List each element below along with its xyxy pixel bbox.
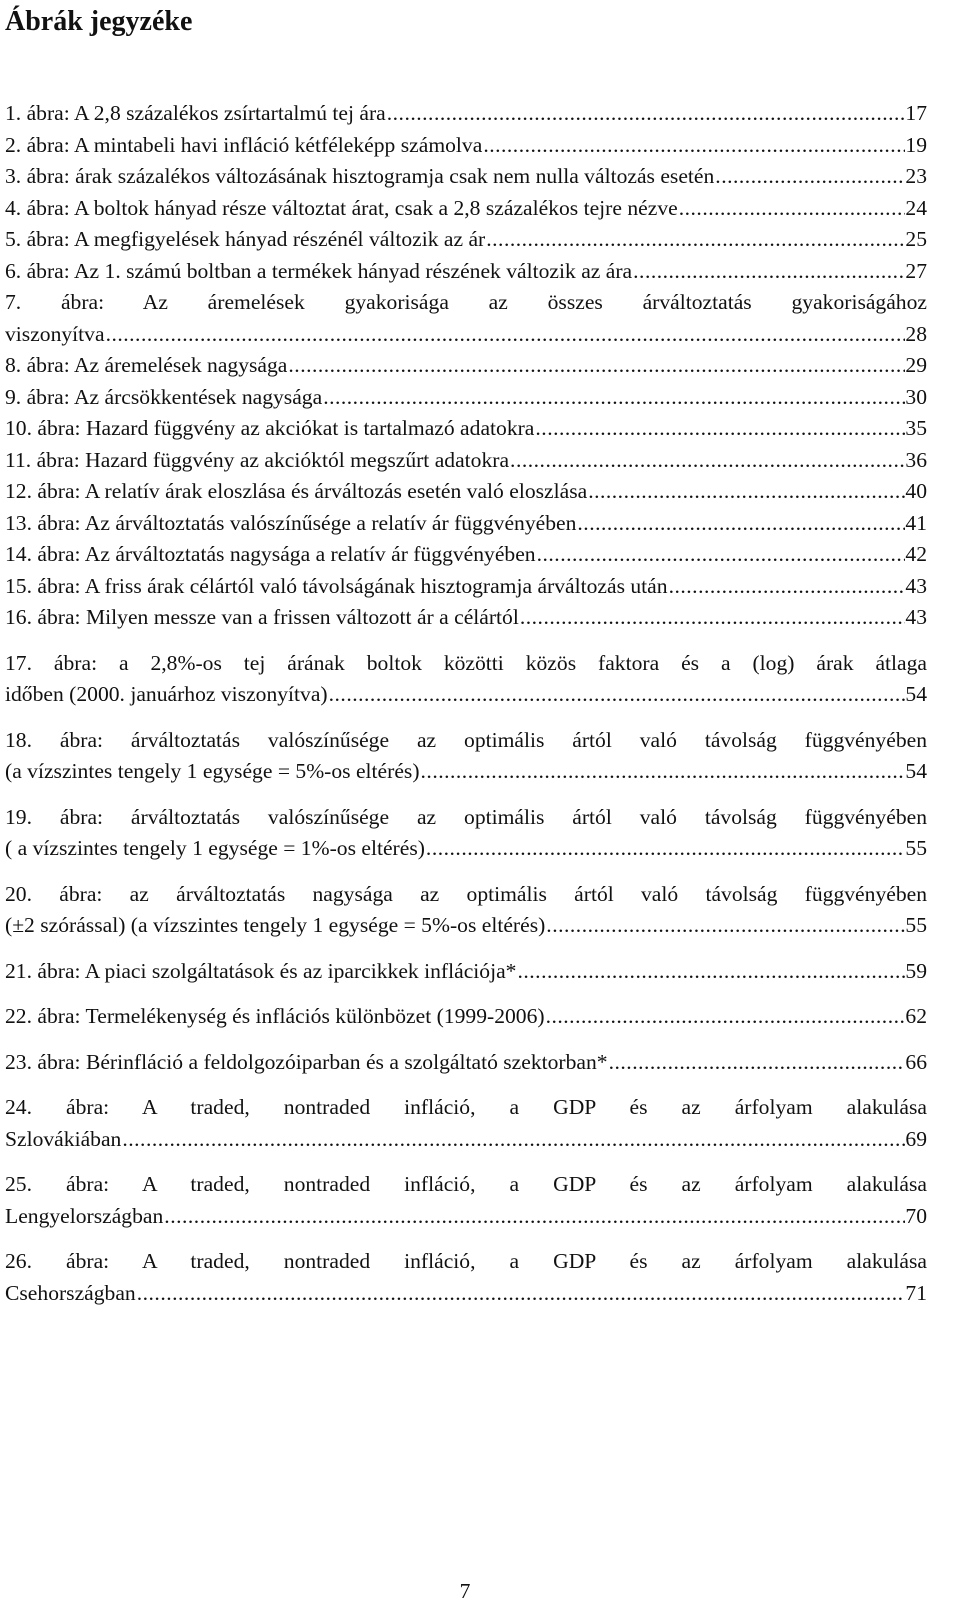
- toc-entry[interactable]: [5, 98, 927, 130]
- toc-entry-first-line: 18. ábra: árváltoztatás valószínűsége az optimális ártól való távolság függvényében: [5, 727, 927, 752]
- toc-entry-row: [5, 679, 927, 711]
- toc-entry-title: Lengyelországban: [5, 1203, 164, 1228]
- toc-entry-row: [5, 193, 927, 225]
- toc-entry-page: 69: [905, 1126, 927, 1151]
- toc-entry-title: viszonyítva: [5, 321, 105, 346]
- toc-entry-row: [5, 445, 927, 477]
- toc-entry[interactable]: [5, 725, 927, 788]
- page-number: 7: [459, 1579, 471, 1603]
- dot-leader: [329, 679, 906, 711]
- toc-entry-page: 36: [905, 447, 927, 472]
- toc-entry-row: [5, 1201, 927, 1233]
- toc-entry[interactable]: [5, 508, 927, 540]
- toc-entry[interactable]: [5, 1092, 927, 1155]
- toc-entry-title: időben (2000. januárhoz viszonyítva): [5, 682, 328, 706]
- toc-entry-page: 43: [905, 573, 927, 598]
- toc-entry-page: 62: [905, 1004, 927, 1028]
- toc-entry-row: [5, 382, 927, 414]
- toc-entry[interactable]: [5, 193, 927, 225]
- toc-entry-page: 59: [905, 958, 927, 983]
- toc-entry-page: 17: [905, 101, 927, 125]
- toc-entry-page: 35: [905, 416, 927, 440]
- toc-entry[interactable]: [5, 648, 927, 711]
- toc-entry-row: [5, 256, 927, 288]
- toc-entry-row: [5, 476, 927, 508]
- toc-entry[interactable]: [5, 413, 927, 445]
- toc-entry-row: [5, 224, 927, 256]
- toc-entry-page: 55: [905, 836, 927, 860]
- dot-leader: [669, 571, 906, 603]
- toc-entry[interactable]: [5, 1047, 927, 1079]
- toc-entry-title: 15. ábra: A friss árak célártól való távolságának hisztogramja árváltozás után: [5, 573, 668, 598]
- toc-entry-row: [5, 508, 927, 540]
- dot-leader: [715, 161, 905, 193]
- dot-leader: [510, 445, 905, 477]
- toc-entry-title: 16. ábra: Milyen messze van a frissen változott ár a célártól: [5, 605, 519, 629]
- toc-entry[interactable]: [5, 956, 927, 988]
- toc-entry-page: 66: [905, 1049, 927, 1074]
- toc-entry-page: 28: [905, 321, 927, 346]
- toc-entry[interactable]: [5, 1246, 927, 1309]
- toc-entry-title: (±2 szórással) (a vízszintes tengely 1 egysége = 5%-os eltérés): [5, 913, 546, 937]
- toc-entry[interactable]: [5, 802, 927, 865]
- toc-entry[interactable]: [5, 224, 927, 256]
- dot-leader: [517, 956, 905, 988]
- list-of-figures: [5, 98, 927, 1309]
- toc-entry-row: [5, 413, 927, 445]
- toc-entry-row: [5, 539, 927, 571]
- toc-entry-title: 5. ábra: A megfigyelések hányad részénél változik az ár: [5, 227, 486, 251]
- toc-entry-page: 29: [905, 353, 927, 377]
- toc-entry-first-line: 24. ábra: A traded, nontraded infláció, a GDP és az árfolyam alakulása: [5, 1095, 927, 1119]
- toc-entry-title: 13. ábra: Az árváltoztatás valószínűsége a relatív ár függvényében: [5, 510, 577, 535]
- dot-leader: [106, 319, 906, 351]
- dot-leader: [546, 910, 905, 942]
- toc-entry[interactable]: [5, 445, 927, 477]
- toc-entry[interactable]: [5, 1169, 927, 1232]
- toc-entry-page: 27: [905, 258, 927, 283]
- toc-entry-title: ( a vízszintes tengely 1 egysége = 1%-os eltérés): [5, 836, 425, 860]
- toc-entry-title: 6. ábra: Az 1. számú boltban a termékek hányad részének változik az ára: [5, 258, 633, 283]
- toc-entry-row: [5, 1001, 927, 1033]
- toc-entry-title: 21. ábra: A piaci szolgáltatások és az iparcikkek inflációja*: [5, 958, 517, 983]
- dot-leader: [609, 1047, 906, 1079]
- toc-entry-title: 4. ábra: A boltok hányad része változtat árat, csak a 2,8 százalékos tejre nézve: [5, 195, 678, 220]
- toc-entry-title: (a vízszintes tengely 1 egysége = 5%-os eltérés): [5, 759, 420, 783]
- toc-entry-title: 1. ábra: A 2,8 százalékos zsírtartalmú tej ára: [5, 101, 386, 125]
- toc-entry-row: [5, 1124, 927, 1156]
- dot-leader: [137, 1278, 906, 1310]
- toc-entry-page: 41: [905, 510, 927, 535]
- toc-entry-page: 40: [905, 479, 927, 503]
- dot-leader: [164, 1201, 905, 1233]
- toc-entry-page: 71: [905, 1280, 927, 1305]
- toc-entry-title: 2. ábra: A mintabeli havi infláció kétféleképp számolva: [5, 132, 483, 157]
- toc-entry-title: 10. ábra: Hazard függvény az akciókat is tartalmazó adatokra: [5, 416, 535, 440]
- dot-leader: [288, 350, 905, 382]
- toc-entry-first-line: 26. ábra: A traded, nontraded infláció, a GDP és az árfolyam alakulása: [5, 1249, 927, 1273]
- dot-leader: [486, 224, 905, 256]
- toc-entry[interactable]: [5, 571, 927, 603]
- toc-entry-row: [5, 1047, 927, 1079]
- toc-entry-title: 11. ábra: Hazard függvény az akcióktól megszűrt adatokra: [5, 447, 510, 472]
- toc-entry-row: [5, 571, 927, 603]
- toc-entry-row: [5, 319, 927, 351]
- toc-entry-title: 12. ábra: A relatív árak eloszlása és árváltozás esetén való eloszlása: [5, 479, 588, 503]
- toc-entry-page: 54: [905, 759, 927, 783]
- dot-leader: [483, 130, 905, 162]
- toc-entry-title: 8. ábra: Az áremelések nagysága: [5, 353, 288, 377]
- toc-entry-row: [5, 602, 927, 634]
- toc-entry-title: Szlovákiában: [5, 1126, 122, 1151]
- toc-entry-page: 23: [905, 164, 927, 188]
- toc-entry[interactable]: [5, 1001, 927, 1033]
- toc-entry-row: [5, 910, 927, 942]
- toc-entry[interactable]: [5, 382, 927, 414]
- toc-entry[interactable]: [5, 350, 927, 382]
- toc-entry-row: [5, 98, 927, 130]
- toc-entry-page: 25: [905, 227, 927, 251]
- page-title: Ábrák jegyzéke: [5, 6, 193, 37]
- toc-entry-row: [5, 130, 927, 162]
- toc-entry-row: [5, 161, 927, 193]
- toc-entry-first-line: 17. ábra: a 2,8%-os tej árának boltok közötti közös faktora és a (log) árak átlaga: [5, 650, 927, 675]
- toc-entry-first-line: 7. ábra: Az áremelések gyakorisága az összes árváltoztatás gyakoriságához: [5, 290, 927, 314]
- toc-entry[interactable]: [5, 476, 927, 508]
- toc-entry-title: 14. ábra: Az árváltoztatás nagysága a relatív ár függvényében: [5, 542, 536, 566]
- toc-entry-row: [5, 956, 927, 988]
- toc-entry-first-line: 19. ábra: árváltoztatás valószínűsége az optimális ártól való távolság függvényében: [5, 804, 927, 829]
- dot-leader: [546, 1001, 906, 1033]
- dot-leader: [588, 476, 905, 508]
- toc-entry[interactable]: [5, 256, 927, 288]
- toc-entry-first-line: 20. ábra: az árváltoztatás nagysága az optimális ártól való távolság függvényében: [5, 881, 927, 906]
- dot-leader: [633, 256, 905, 288]
- dot-leader: [535, 413, 905, 445]
- dot-leader: [387, 98, 906, 130]
- toc-entry[interactable]: [5, 539, 927, 571]
- toc-entry-page: 70: [905, 1203, 927, 1228]
- toc-entry[interactable]: [5, 287, 927, 350]
- dot-leader: [679, 193, 906, 225]
- toc-entry-title: Csehországban: [5, 1280, 136, 1305]
- toc-entry-row: [5, 756, 927, 788]
- dot-leader: [421, 756, 906, 788]
- toc-entry[interactable]: [5, 602, 927, 634]
- toc-entry-page: 55: [905, 913, 927, 937]
- dot-leader: [323, 382, 905, 414]
- toc-entry-page: 30: [905, 384, 927, 409]
- toc-entry-row: [5, 1278, 927, 1310]
- dot-leader: [520, 602, 906, 634]
- toc-entry[interactable]: [5, 879, 927, 942]
- toc-entry-title: 23. ábra: Bérinfláció a feldolgozóiparban és a szolgáltató szektorban*: [5, 1049, 608, 1074]
- toc-entry-page: 24: [905, 195, 927, 220]
- dot-leader: [426, 833, 905, 865]
- toc-entry-row: [5, 833, 927, 865]
- dot-leader: [537, 539, 906, 571]
- toc-entry-page: 43: [905, 605, 927, 629]
- toc-entry-page: 42: [905, 542, 927, 566]
- dot-leader: [122, 1124, 905, 1156]
- toc-entry-title: 22. ábra: Termelékenység és inflációs különbözet (1999-2006): [5, 1004, 545, 1028]
- toc-entry-row: [5, 350, 927, 382]
- toc-entry-page: 19: [905, 132, 927, 157]
- toc-entry-title: 3. ábra: árak százalékos változásának hisztogramja csak nem nulla változás esetén: [5, 164, 715, 188]
- toc-entry-page: 54: [905, 682, 927, 706]
- toc-entry-first-line: 25. ábra: A traded, nontraded infláció, a GDP és az árfolyam alakulása: [5, 1172, 927, 1196]
- toc-entry[interactable]: [5, 130, 927, 162]
- dot-leader: [577, 508, 905, 540]
- toc-entry[interactable]: [5, 161, 927, 193]
- toc-entry-title: 9. ábra: Az árcsökkentések nagysága: [5, 384, 323, 409]
